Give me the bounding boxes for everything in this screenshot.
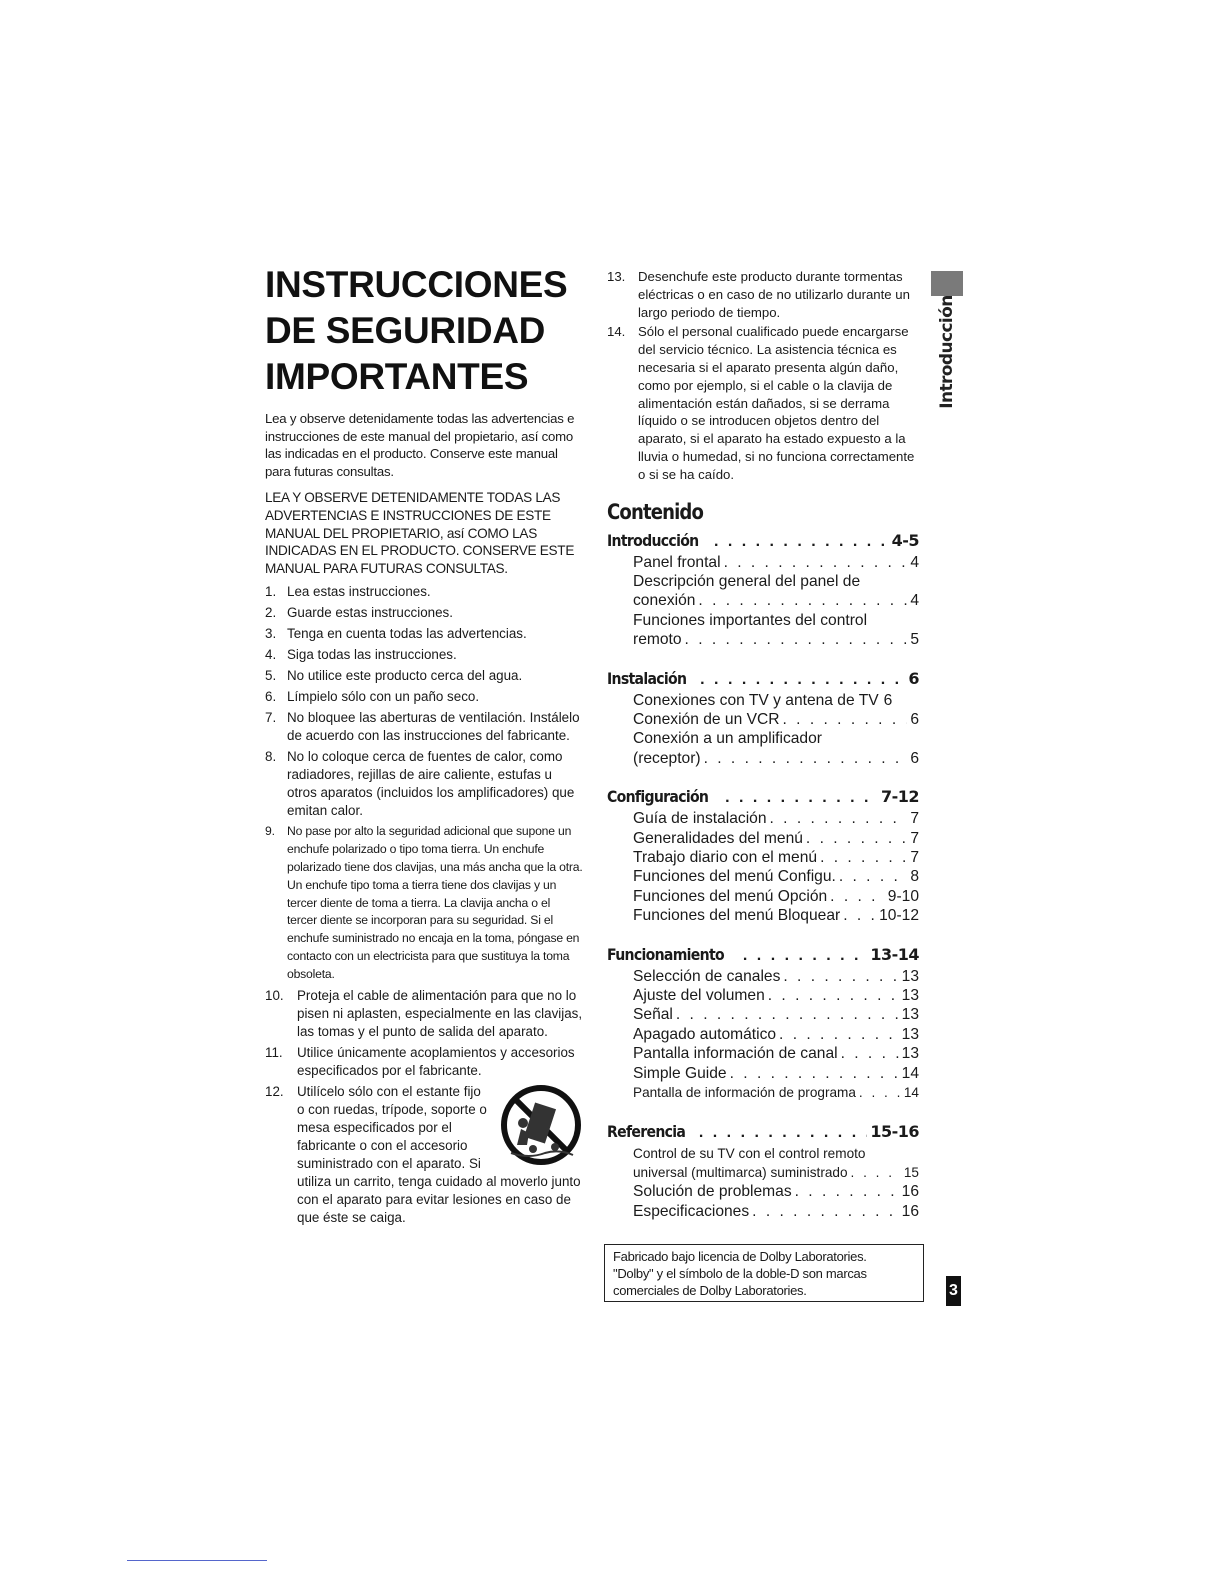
toc-section-referencia	[607, 1121, 919, 1222]
toc-entry[interactable]: Trabajo diario con el menú . . . 7	[633, 848, 919, 867]
toc-entry-line[interactable]: Funciones importantes del control	[633, 611, 868, 629]
list-item: 3. Tenga en cuenta todas las advertencias.	[265, 626, 527, 642]
safety-rules-list-continued	[607, 268, 919, 484]
list-item: 12. Utilícelo sólo con el estante fijo o con ruedas, trípode, soporte o mesa especificados por el fabricante o con el accesorio suministrado con el aparato. Si utiliza un carrito, tenga cuidado al moverlo junto con el aparato para evitar lesiones en caso de que éste se caiga.	[265, 1083, 583, 1227]
toc-entry[interactable]: Panel frontal . . . 4	[633, 553, 919, 572]
toc-entry[interactable]: Apagado automático . . . 13	[633, 1025, 919, 1044]
toc-section-heading[interactable]: Referencia . . . 15-16	[607, 1121, 919, 1144]
toc-entry[interactable]: Funciones del menú Bloquear . . . 10-12	[633, 906, 919, 925]
list-item: 10. Proteja el cable de alimentación para que no lo pisen ni aplasten, especialmente en las clavijas, las tomas y el punto de salida del aparato.	[265, 987, 583, 1039]
list-item: 14. Sólo el personal cualificado puede encargarse del servicio técnico. La asistencia técnica es necesaria si el aparato presenta algún daño, como por ejemplo, si el cable o la clavija de alimentación están dañados, si se derrama líquido o se introducen objetos dentro del aparato, si el aparato ha estado expuesto a la lluvia o humedad, si no funciona correctamente o si se ha caído.	[607, 324, 915, 482]
list-item: 4. Siga todas las instrucciones.	[265, 647, 457, 663]
toc-entry[interactable]: Solución de problemas . . . 16	[633, 1182, 919, 1201]
list-item: 2. Guarde estas instrucciones.	[265, 605, 453, 621]
toc-section-heading[interactable]: Configuración . . . 7-12	[607, 786, 919, 809]
toc-section-introduccion	[607, 530, 919, 650]
toc-entry[interactable]: remoto . . . 5	[633, 630, 919, 649]
dolby-notice-box: Fabricado bajo licencia de Dolby Laboratories. "Dolby" y el símbolo de la doble-D son marcas comerciales de Dolby Laboratories.	[604, 1244, 924, 1302]
list-item: 7. No bloquee las aberturas de ventilación. Instálelo de acuerdo con las instrucciones del fabricante.	[265, 710, 580, 744]
left-column	[265, 262, 583, 1230]
right-column	[607, 268, 919, 1239]
toc-entry[interactable]: Generalidades del menú . . . 7	[633, 829, 919, 848]
toc-entry[interactable]: Pantalla información de canal . . . 13	[633, 1044, 919, 1063]
toc-entry[interactable]: Guía de instalación . . . 7	[633, 809, 919, 828]
page-number: 3	[946, 1276, 961, 1306]
section-tab-label: Introducción	[937, 295, 957, 409]
footer-divider	[127, 1560, 267, 1561]
toc-entry[interactable]: Pantalla de información de programa . . . 14	[633, 1083, 919, 1102]
intro-paragraph: Lea y observe detenidamente todas las advertencias e instrucciones de este manual del propietario, así como las indicadas en el producto. Conserve este manual para futuras consultas.	[265, 411, 575, 479]
toc-entry[interactable]: Simple Guide . . . 14	[633, 1064, 919, 1083]
toc-entry[interactable]: conexión . . . 4	[633, 591, 919, 610]
list-item: 13. Desenchufe este producto durante tormentas eléctricas o en caso de no utilizarlo durante un largo periodo de tiempo.	[607, 269, 910, 320]
contents-heading: Contenido	[607, 499, 704, 524]
toc-entry[interactable]: Funciones del menú Opción . . . 9-10	[633, 887, 919, 906]
toc-entry[interactable]: Selección de canales . . . 13	[633, 967, 919, 986]
toc-entry[interactable]: Especificaciones . . . 16	[633, 1202, 919, 1221]
cart-warning-icon	[499, 1083, 583, 1167]
safety-rules-list	[265, 583, 583, 1226]
list-item: 6. Límpielo sólo con un paño seco.	[265, 689, 480, 705]
list-item: 9. No pase por alto la seguridad adicional que supone un enchufe polarizado o tipo toma tierra. Un enchufe polarizado tiene dos clavijas, una más ancha que la otra. Un enchufe tipo toma a tierra tiene dos clavijas y un tercer diente de toma a tierra. La clavija ancha o el tercer diente se incorporan para su seguridad. Si el enchufe suministrado no encaja en la toma, póngase en contacto con un electricista para que sustituya la toma obsoleta.	[265, 824, 583, 981]
toc-entry[interactable]: universal (multimarca) suministrado . . . 15	[633, 1163, 919, 1182]
page-title: INSTRUCCIONES DE SEGURIDAD IMPORTANTES	[265, 264, 568, 397]
toc-entry[interactable]: (receptor) . . . 6	[633, 749, 919, 768]
list-item: 11. Utilice únicamente acoplamientos y accesorios especificados por el fabricante.	[265, 1044, 575, 1078]
toc-section-heading[interactable]: Funcionamiento . . . 13-14	[607, 944, 919, 967]
toc-section-heading[interactable]: Instalación . . . 6	[607, 668, 919, 691]
toc-entry[interactable]: Conexión de un VCR . . . 6	[633, 710, 919, 729]
toc-section-funcionamiento	[607, 944, 919, 1103]
list-item: 8. No lo coloque cerca de fuentes de calor, como radiadores, rejillas de aire caliente, estufas u otros aparatos (incluidos los amplificadores) que emitan calor.	[265, 749, 575, 819]
toc-entry[interactable]: Señal . . . 13	[633, 1005, 919, 1024]
toc-section-heading[interactable]: Introducción . . . 4-5	[607, 530, 919, 553]
list-item: 5. No utilice este producto cerca del agua.	[265, 668, 523, 684]
caps-paragraph: LEA Y OBSERVE DETENIDAMENTE TODAS LAS ADVERTENCIAS E INSTRUCCIONES DE ESTE MANUAL DEL PROPIETARIO, así COMO LAS INDICADAS EN EL PRODUCTO. CONSERVE ESTE MANUAL PARA FUTURAS CONSULTAS.	[265, 490, 575, 576]
toc-entry-line[interactable]: Control de su TV con el control remoto	[633, 1145, 866, 1161]
toc-section-configuracion	[607, 786, 919, 925]
toc-section-instalacion	[607, 668, 919, 769]
toc-entry-line[interactable]: Conexión a un amplificador	[633, 730, 822, 748]
list-item: 1. Lea estas instrucciones.	[265, 584, 431, 600]
toc-entry[interactable]: Funciones del menú Configu. . . . 8	[633, 867, 919, 886]
section-tab-marker	[931, 271, 963, 296]
toc-entry-line[interactable]: Descripción general del panel de	[633, 572, 861, 590]
toc-entry[interactable]: Ajuste del volumen . . . 13	[633, 986, 919, 1005]
toc-entry[interactable]: Conexiones con TV y antena de TV 6	[633, 691, 893, 709]
